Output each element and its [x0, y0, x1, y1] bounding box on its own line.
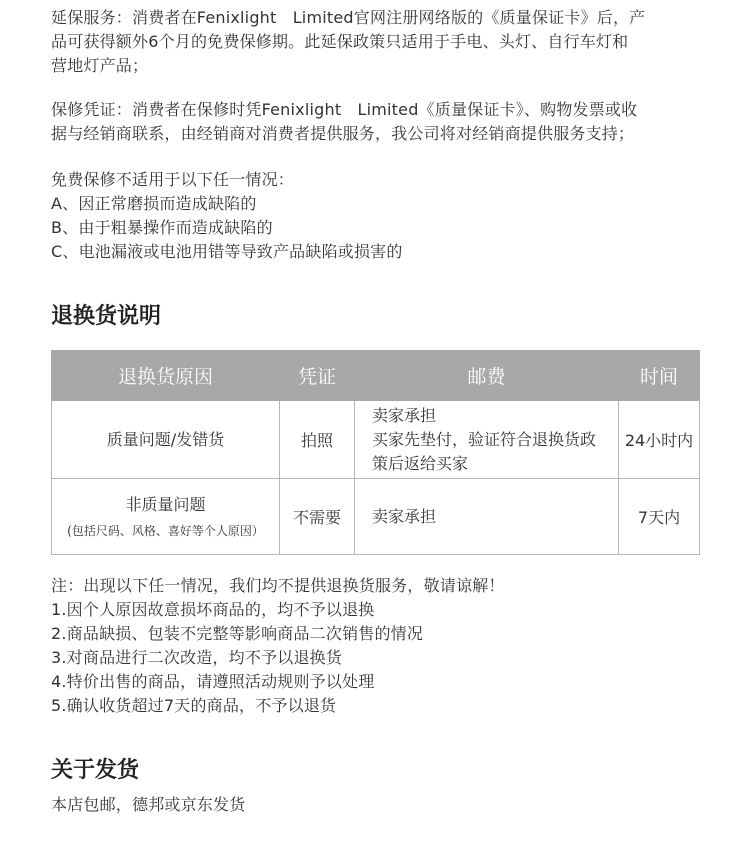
shipping-heading: 关于发货: [51, 758, 140, 783]
reason-note: (包括尺码、风格、喜好等个人原因）: [67, 523, 264, 538]
table-row: [52, 479, 700, 555]
shipping-line: 策后返给买家: [372, 453, 469, 473]
extended-warranty-line: 延保服务：消费者在Fenixlight Limited官网注册网络版的《质量保证卡》后，产: [51, 8, 646, 27]
column-header-shipping: 邮费: [355, 351, 619, 401]
shipping-cell: [355, 479, 619, 555]
returns-heading: 退换货说明: [51, 304, 162, 329]
shipping-line: 卖家承担: [372, 506, 437, 526]
note-item: 2.商品缺损、包装不完整等影响商品二次销售的情况: [51, 624, 424, 643]
note-item: 5.确认收货超过7天的商品，不予以退货: [51, 696, 337, 715]
shipping-cell: [355, 401, 619, 479]
shipping-line: 买家先垫付，验证符合退换货政: [372, 429, 597, 449]
note-item: 1.因个人原因故意损坏商品的，均不予以退换: [51, 600, 375, 619]
exclusions-section: [51, 168, 703, 264]
time-cell: 24小时内: [619, 401, 700, 479]
shipping-line: 卖家承担: [372, 405, 437, 425]
note-item: 3.对商品进行二次改造，均不予以退换货: [51, 648, 343, 667]
shipping-text: 本店包邮，德邦或京东发货: [51, 795, 246, 814]
reason-text: 非质量问题: [125, 494, 206, 514]
exclusion-item: B、由于粗暴操作而造成缺陷的: [51, 218, 273, 237]
exclusions-title: 免费保修不适用于以下任一情况：: [51, 170, 295, 189]
column-header-reason: 退换货原因: [52, 351, 280, 401]
reason-cell: [52, 479, 280, 555]
table-row: [52, 401, 700, 479]
returns-table: [51, 350, 700, 555]
proof-cell: 不需要: [280, 479, 355, 555]
time-cell: 7天内: [619, 479, 700, 555]
proof-cell: 拍照: [280, 401, 355, 479]
extended-warranty-line: 品可获得额外6个月的免费保修期。此延保政策只适用于手电、头灯、自行车灯和: [51, 32, 629, 51]
shipping-info: [51, 793, 703, 817]
returns-notes: [51, 574, 703, 718]
note-item: 4.特价出售的商品，请遵照活动规则予以处理: [51, 672, 375, 691]
warranty-proof-line: 保修凭证：消费者在保修时凭Fenixlight Limited《质量保证卡》、购物发票或收: [51, 100, 638, 119]
reason-text: 质量问题/发错货: [106, 429, 225, 449]
notes-title: 注：出现以下任一情况，我们均不提供退换货服务，敬请谅解！: [51, 576, 505, 595]
column-header-proof: 凭证: [280, 351, 355, 401]
reason-cell: [52, 401, 280, 479]
exclusion-item: A、因正常磨损而造成缺陷的: [51, 194, 257, 213]
table-header-row: [52, 351, 700, 401]
column-header-time: 时间: [619, 351, 700, 401]
exclusion-item: C、电池漏液或电池用错等导致产品缺陷或损害的: [51, 242, 403, 261]
warranty-proof-paragraph: [51, 98, 703, 146]
warranty-proof-line: 据与经销商联系，由经销商对消费者提供服务，我公司将对经销商提供服务支持；: [51, 124, 635, 143]
extended-warranty-line: 营地灯产品；: [51, 56, 149, 75]
extended-warranty-paragraph: [51, 6, 703, 78]
